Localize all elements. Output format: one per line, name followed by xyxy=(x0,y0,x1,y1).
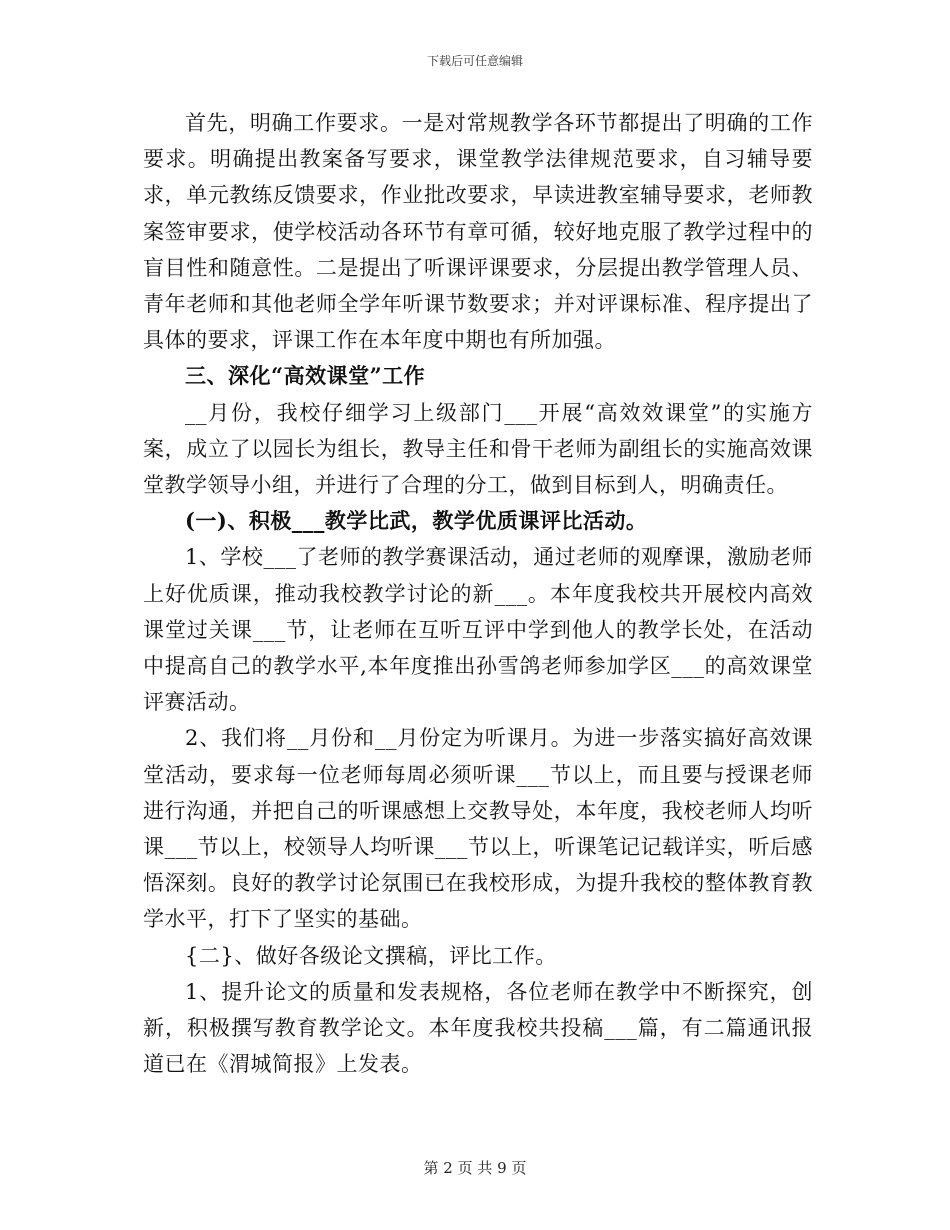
subsection-heading-papers: {二}、做好各级论文撰稿，评比工作。 xyxy=(185,943,557,968)
subsection-heading-teaching-competition: (一)、积极___教学比武，教学优质课评比活动。 xyxy=(185,508,648,534)
page-footer: 第 2 页 共 9 页 xyxy=(423,1159,527,1177)
document-body xyxy=(143,105,813,1082)
paragraph-work-requirements: 首先，明确工作要求。一是对常规教学各环节都提出了明确的工作要求。明确提出教案备写要求，课堂教学法律规范要求，自习辅导要求，单元教练反馈要求，作业批改要求，早读进教室辅导要求，老师教案签审要求，使学校活动各环节有章可循，较好地克服了教学过程中的盲目性和随意性。二是提出了听课评课要求，分层提出教学管理人员、青年老师和其他老师全学年听课节数要求；并对评课标准、程序提出了具体的要求，评课工作在本年度中期也有所加强。 xyxy=(143,111,813,353)
paragraph-implementation-plan: __月份，我校仔细学习上级部门___开展“高效效课堂”的实施方案，成立了以园长为组长，教导主任和骨干老师为副组长的实施高效课堂教学领导小组，并进行了合理的分工，做到目标到人，明确责任。 xyxy=(143,400,813,498)
paragraph-competition-item-2: 2、我们将__月份和__月份定为听课月。为进一步落实搞好高效课堂活动，要求每一位老师每周必须听课___节以上，而且要与授课老师进行沟通，并把自己的听课感想上交教导处，本年度，我校老师人均听课___节以上，校领导人均听课___节以上，听课笔记记载详实，听后感悟深刻。良好的教学讨论氛围已在我校形成，为提升我校的整体教育教学水平，打下了坚实的基础。 xyxy=(143,726,813,932)
section-heading-efficient-classroom: 三、深化“高效课堂”工作 xyxy=(185,363,426,389)
page-header: 下载后可任意编辑 xyxy=(426,54,523,68)
paragraph-papers-item-1: 1、提升论文的质量和发表规格，各位老师在教学中不断探究，创新，积极撰写教育教学论文。本年度我校共投稿___篇，有二篇通讯报道已在《渭城简报》上发表。 xyxy=(143,979,813,1077)
paragraph-competition-item-1: 1、学校___了老师的教学赛课活动，通过老师的观摩课，激励老师上好优质课，推动我校教学讨论的新___。本年度我校共开展校内高效课堂过关课___节，让老师在互听互评中学到他人的教学长处，在活动中提高自己的教学水平,本年度推出孙雪鸽老师参加学区___的高效课堂评赛活动。 xyxy=(143,545,813,715)
